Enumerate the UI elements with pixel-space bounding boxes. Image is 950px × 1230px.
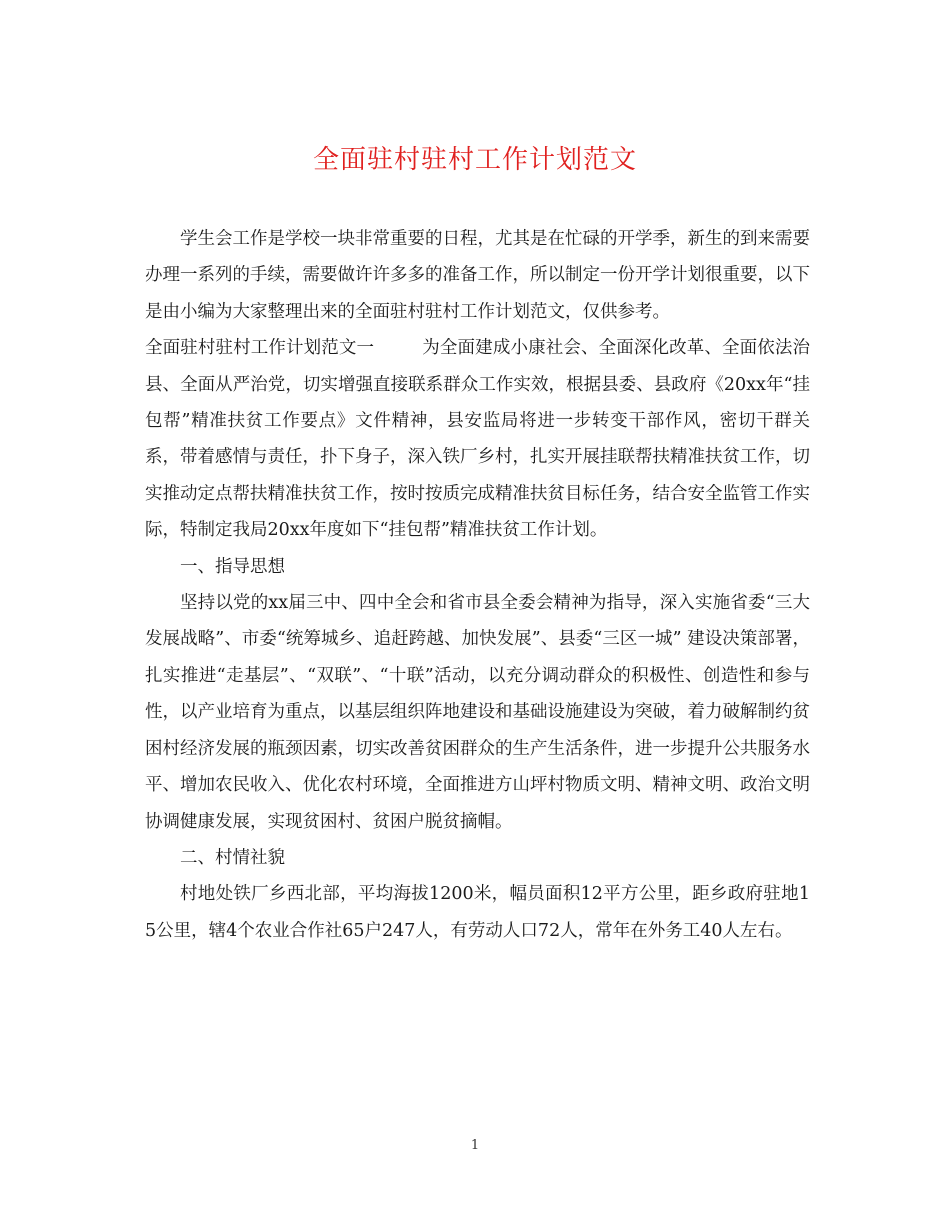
document-body: [145, 221, 810, 949]
page-number: 1: [470, 1138, 480, 1153]
guiding-ideology-paragraph: 坚持以党的xx届三中、四中全会和省市县全委会精神为指导，深入实施省委“三大发展战略”、市委“统筹城乡、追赶跨越、加快发展”、县委“三区一城” 建设决策部署，扎实推进“走基层”、“双联”、“十联”活动，以充分调动群众的积极性、创造性和参与性，以产业培育为重点，以基层组织阵地建设和基础设施建设为突破，着力破解制约贫困村经济发展的瓶颈因素，切实改善贫困群众的生产生活条件，进一步提升公共服务水平、增加农民收入、优化农村环境，全面推进方山坪村物质文明、精神文明、政治文明协调健康发展，实现贫困村、贫困户脱贫摘帽。: [145, 593, 810, 832]
section-label: 全面驻村驻村工作计划范文一: [145, 338, 375, 359]
heading-guiding-ideology: 一、指导思想: [180, 556, 285, 577]
document-title: 全面驻村驻村工作计划范文: [312, 145, 637, 175]
heading-village-overview: 二、村情社貌: [180, 847, 285, 868]
village-overview-paragraph: 村地处铁厂乡西北部，平均海拔1200米，幅员面积12平方公里，距乡政府驻地15公里，辖4个农业合作社65户247人，有劳动人口72人，常年在外务工40人左右。: [145, 884, 810, 941]
section-paragraph: [145, 330, 810, 548]
section-intro: 为全面建成小康社会、全面深化改革、全面依法治县、全面从严治党，切实增强直接联系群众工作实效，根据县委、县政府《20xx年“挂包帮”精准扶贫工作要点》文件精神，县安监局将进一步转变干部作风，密切干群关系，带着感情与责任，扑下身子，深入铁厂乡村，扎实开展挂联帮扶精准扶贫工作，切实推动定点帮扶精准扶贫工作，按时按质完成精准扶贫目标任务，结合安全监管工作实际，特制定我局20xx年度如下“挂包帮”精准扶贫工作计划。: [145, 338, 810, 541]
intro-paragraph: 学生会工作是学校一块非常重要的日程，尤其是在忙碌的开学季，新生的到来需要办理一系列的手续，需要做许许多多的准备工作，所以制定一份开学计划很重要，以下是由小编为大家整理出来的全面驻村驻村工作计划范文，仅供参考。: [145, 229, 810, 322]
